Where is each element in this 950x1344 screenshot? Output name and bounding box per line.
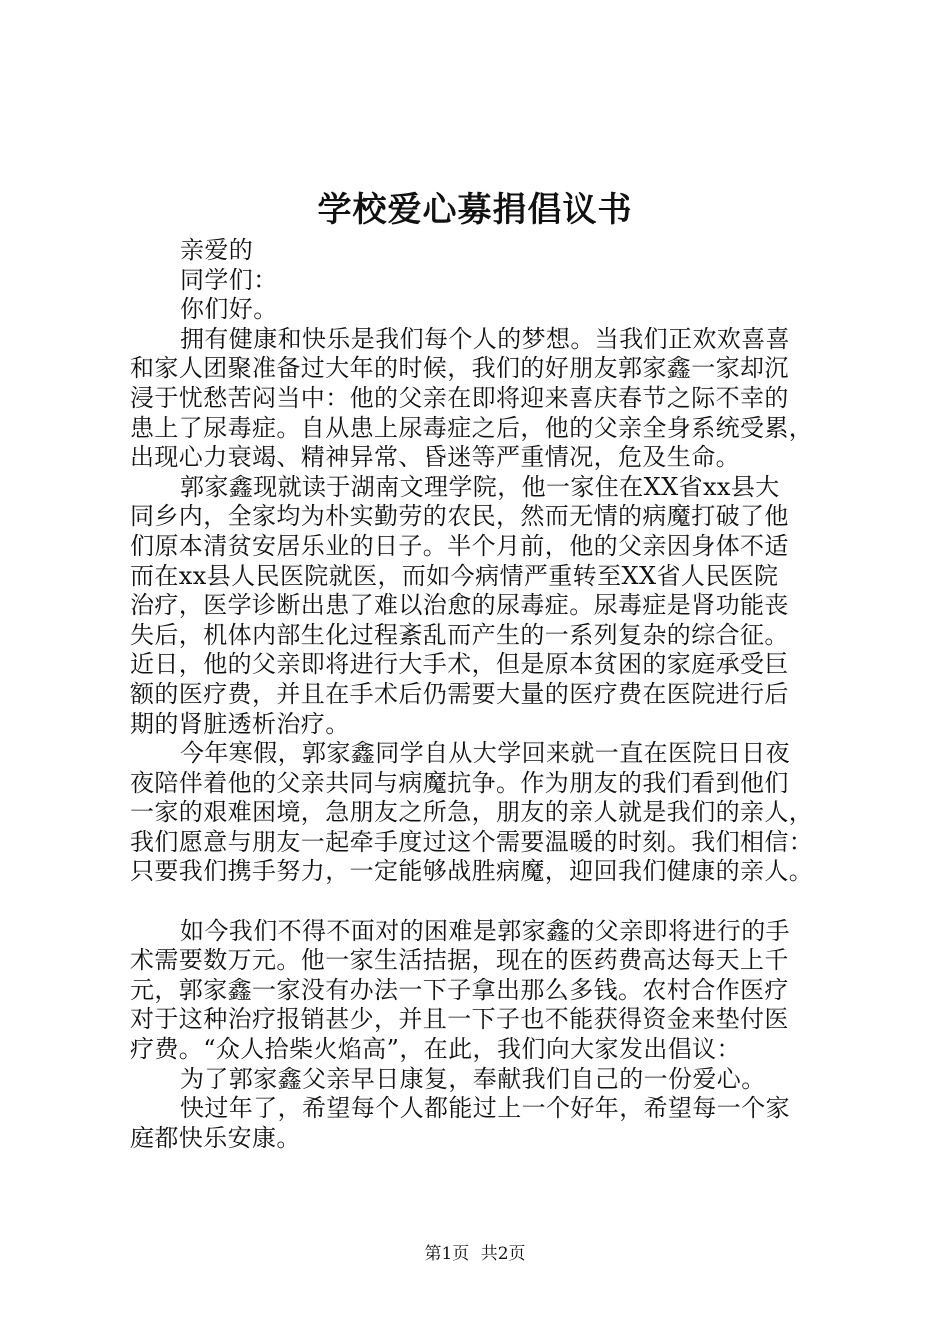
page-footer <box>0 1243 950 1265</box>
body-line: 元，郭家鑫一家没有办法一下子拿出那么多钱。农村合作医疗 <box>130 975 789 1004</box>
page-number: 第1页 <box>424 1244 470 1264</box>
body-line: 庭都快乐安康。 <box>130 1123 301 1152</box>
body-line: 浸于忧愁苦闷当中：他的父亲在即将迎来喜庆春节之际不幸的 <box>130 383 789 412</box>
body-line: 对于这种治疗报销甚少，并且一下子也不能获得资金来垫付医 <box>130 1005 789 1034</box>
blank-line <box>130 887 830 917</box>
body-line: 今年寒假，郭家鑫同学自从大学回来就一直在医院日日夜 <box>180 739 790 768</box>
body-line: 患上了尿毒症。自从患上尿毒症之后，他的父亲全身系统受累， <box>130 413 814 442</box>
body-line: 而在xx县人民医院就医，而如今病情严重转至XX省人民医院 <box>130 561 779 590</box>
body-line: 失后，机体内部生化过程紊乱而产生的一系列复杂的综合征。 <box>130 620 789 649</box>
body-line: 如今我们不得不面对的困难是郭家鑫的父亲即将进行的手 <box>180 916 790 945</box>
body-line: 郭家鑫现就读于湖南文理学院，他一家住在XX省xx县大 <box>180 472 780 501</box>
body-line: 夜陪伴着他的父亲共同与病魔抗争。作为朋友的我们看到他们 <box>130 768 789 797</box>
body-line: 只要我们携手努力，一定能够战胜病魔，迎回我们健康的亲人。 <box>130 857 814 886</box>
body-line: 疗费。“众人拾柴火焰高”，在此，我们向大家发出倡议： <box>130 1035 741 1064</box>
body-line: 拥有健康和快乐是我们每个人的梦想。当我们正欢欢喜喜 <box>180 324 790 353</box>
document-body <box>130 236 830 1153</box>
body-line: 和家人团聚准备过大年的时候，我们的好朋友郭家鑫一家却沉 <box>130 354 789 383</box>
body-line: 你们好。 <box>180 295 278 324</box>
body-line: 期的肾脏透析治疗。 <box>130 709 350 738</box>
body-line: 出现心力衰竭、精神异常、昏迷等严重情况，危及生命。 <box>130 443 740 472</box>
body-line: 额的医疗费，并且在手术后仍需要大量的医疗费在医院进行后 <box>130 679 789 708</box>
body-line: 同学们： <box>180 265 278 294</box>
page-total: 共2页 <box>480 1244 526 1264</box>
body-line: 我们愿意与朋友一起牵手度过这个需要温暖的时刻。我们相信： <box>130 827 814 856</box>
body-line: 治疗，医学诊断出患了难以治愈的尿毒症。尿毒症是肾功能丧 <box>130 591 789 620</box>
body-line: 一家的艰难困境，急朋友之所急，朋友的亲人就是我们的亲人， <box>130 798 814 827</box>
body-line: 亲爱的 <box>180 236 254 264</box>
body-line: 为了郭家鑫父亲早日康复，奉献我们自己的一份爱心。 <box>180 1064 766 1093</box>
body-line: 同乡内，全家均为朴实勤劳的农民，然而无情的病魔打破了他 <box>130 502 789 531</box>
body-line: 快过年了，希望每个人都能过上一个好年，希望每一个家 <box>180 1094 790 1123</box>
body-line: 术需要数万元。他一家生活拮据，现在的医药费高达每天上千 <box>130 946 789 975</box>
document-title: 学校爱心募捐倡议书 <box>317 190 633 230</box>
body-line: 近日，他的父亲即将进行大手术，但是原本贫困的家庭承受巨 <box>130 650 789 679</box>
body-line: 们原本清贫安居乐业的日子。半个月前，他的父亲因身体不适 <box>130 531 789 560</box>
